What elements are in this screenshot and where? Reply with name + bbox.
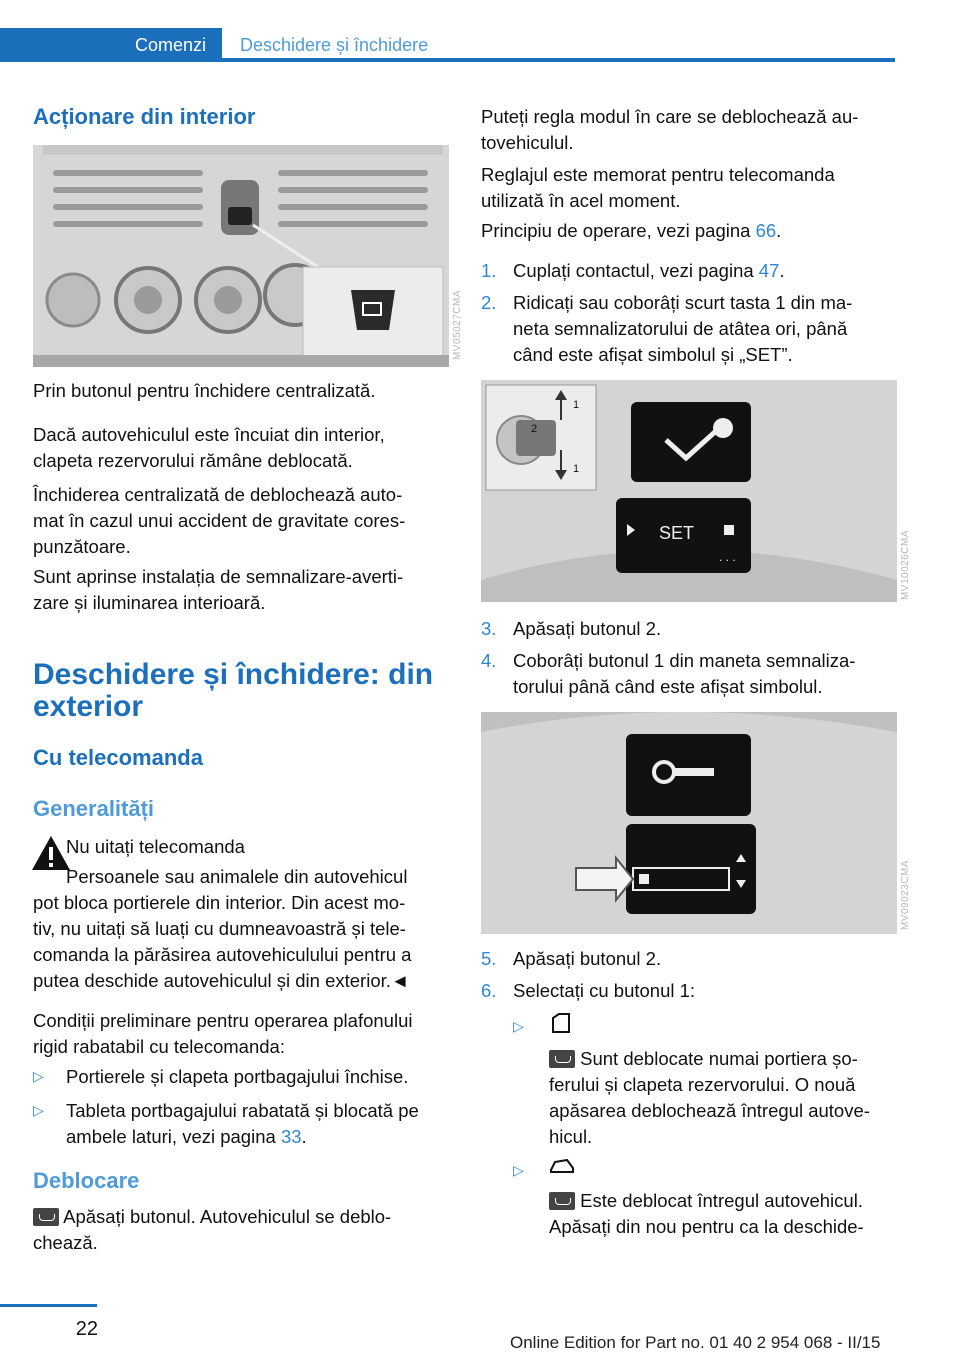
step-number: 2.: [481, 292, 497, 313]
figure-central-locking-button: [33, 145, 449, 367]
paragraph: Prin butonul pentru închidere centralizată.: [33, 380, 376, 401]
paragraph-text: .: [776, 220, 782, 241]
figure-code: MV09023CMA: [900, 860, 911, 931]
heading-deblocare: Deblocare: [33, 1168, 140, 1193]
figure-code: MV05027CMA: [452, 290, 463, 361]
page-link-33[interactable]: 33: [280, 1126, 302, 1147]
heading-exterior-cont: exterior: [33, 690, 144, 723]
header-underline: [222, 58, 895, 62]
step-text: [513, 258, 785, 284]
step-text: Coborâți butonul 1 din maneta semnaliza-: [513, 650, 856, 671]
footer-line: [0, 1304, 97, 1307]
option-text-part: Sunt deblocate numai portiera șo-: [575, 1048, 858, 1069]
paragraph: chează.: [33, 1232, 98, 1253]
tab-comenzi[interactable]: Comenzi: [0, 28, 222, 62]
page-link-66[interactable]: 66: [755, 220, 777, 241]
bullet-triangle-icon: ▷: [33, 1102, 44, 1118]
heading-generalitati: Generalități: [33, 796, 155, 821]
paragraph: [33, 1204, 391, 1230]
step-text: Apăsați butonul 2.: [513, 948, 662, 969]
paragraph: zare și iluminarea interioară.: [33, 592, 266, 613]
figure-label: 1: [573, 399, 580, 411]
warning-text: putea deschide autovehiculul și din exterior.◄: [33, 970, 410, 991]
warning-text: tiv, nu uitați să luați cu dumneavoastră și tele-: [33, 918, 406, 939]
display-set-text: SET: [659, 523, 695, 543]
footer-edition: Online Edition for Part no. 01 40 2 954 068 - II/15: [510, 1333, 881, 1352]
paragraph-text: Apăsați butonul. Autovehiculul se deblo-: [59, 1206, 392, 1227]
step-number: 3.: [481, 618, 497, 639]
option-text-part: Este deblocat întregul autovehicul.: [575, 1190, 863, 1211]
warning-text: Persoanele sau animalele din autovehicul: [66, 866, 408, 887]
option-text: [549, 1188, 863, 1214]
paragraph: tovehiculul.: [481, 132, 574, 153]
list-item: [66, 1124, 307, 1150]
option-text: hicul.: [549, 1126, 593, 1147]
vehicle-icon: [549, 1154, 575, 1176]
option-text: Apăsați din nou pentru ca la deschide-: [549, 1216, 864, 1237]
option-text: [549, 1046, 858, 1072]
step-number: 1.: [481, 260, 497, 281]
paragraph: [481, 218, 781, 244]
heading-actionare-interior: Acționare din interior: [33, 104, 256, 129]
paragraph: punzătoare.: [33, 536, 131, 557]
list-item: Portierele și clapeta portbagajului închise.: [66, 1066, 409, 1087]
figure-label: 2: [531, 423, 538, 435]
cluster-set-illustration: [481, 380, 897, 602]
bullet-triangle-icon: ▷: [513, 1162, 524, 1178]
warning-text: pot bloca portierele din interior. Din acest mo-: [33, 892, 406, 913]
option-text: ferului și clapeta rezervorului. O nouă: [549, 1074, 856, 1095]
figure-code: MV10026CMA: [900, 530, 911, 601]
warning-icon: [30, 834, 70, 870]
dashboard-illustration: [33, 145, 449, 367]
driver-door-icon: [549, 1012, 573, 1034]
step-text-part: .: [779, 260, 785, 281]
step-text: Apăsați butonul 2.: [513, 618, 662, 639]
paragraph: Dacă autovehiculul este încuiat din interior,: [33, 424, 385, 445]
cluster-symbol-illustration: [481, 712, 897, 934]
paragraph: clapeta rezervorului rămâne deblocată.: [33, 450, 353, 471]
list-item: Tableta portbagajului rabatată și blocată pe: [66, 1100, 419, 1121]
step-text: torului până când este afișat simbolul.: [513, 676, 823, 697]
step-text: Selectați cu butonul 1:: [513, 980, 696, 1001]
step-number: 5.: [481, 948, 497, 969]
display-dots: . . .: [719, 550, 736, 564]
paragraph: Puteți regla modul în care se deblochează au-: [481, 106, 859, 127]
step-text: Ridicați sau coborâți scurt tasta 1 din ma-: [513, 292, 853, 313]
heading-exterior: Deschidere și închidere: din: [33, 658, 434, 691]
figure-symbol-display: [481, 712, 897, 934]
list-item-text: ambele laturi, vezi pagina: [66, 1126, 281, 1147]
remote-unlock-icon: [549, 1050, 575, 1068]
tab-deschidere-inchidere[interactable]: Deschidere și închidere: [222, 28, 895, 62]
page-number: 22: [75, 1318, 98, 1340]
list-item-text: .: [301, 1126, 307, 1147]
paragraph: mat în cazul unui accident de gravitate cores-: [33, 510, 406, 531]
warning-title: Nu uitați telecomanda: [66, 836, 245, 857]
figure-set-display: [481, 380, 897, 602]
paragraph-text: Principiu de operare, vezi pagina: [481, 220, 756, 241]
step-text: când este afișat simbolul și „SET”.: [513, 344, 793, 365]
step-text-part: Cuplați contactul, vezi pagina: [513, 260, 759, 281]
option-text: apăsarea deblochează întregul autove-: [549, 1100, 870, 1121]
bullet-triangle-icon: ▷: [33, 1068, 44, 1084]
step-number: 4.: [481, 650, 497, 671]
paragraph: utilizată în acel moment.: [481, 190, 681, 211]
paragraph: Sunt aprinse instalația de semnalizare-averti-: [33, 566, 404, 587]
paragraph: Condiții preliminare pentru operarea plafonului: [33, 1010, 413, 1031]
figure-label: 1: [573, 463, 580, 475]
page-link-47[interactable]: 47: [758, 260, 780, 281]
step-number: 6.: [481, 980, 497, 1001]
paragraph: rigid rabatabil cu telecomanda:: [33, 1036, 285, 1057]
paragraph: Închiderea centralizată de deblochează auto-: [33, 484, 403, 505]
paragraph: Reglajul este memorat pentru telecomanda: [481, 164, 835, 185]
step-text: neta semnalizatorului de atâtea ori, până: [513, 318, 848, 339]
remote-unlock-icon: [33, 1208, 59, 1226]
warning-text: comanda la părăsirea autovehiculului pentru a: [33, 944, 412, 965]
heading-telecomanda: Cu telecomanda: [33, 745, 203, 770]
bullet-triangle-icon: ▷: [513, 1018, 524, 1034]
remote-unlock-icon: [549, 1192, 575, 1210]
